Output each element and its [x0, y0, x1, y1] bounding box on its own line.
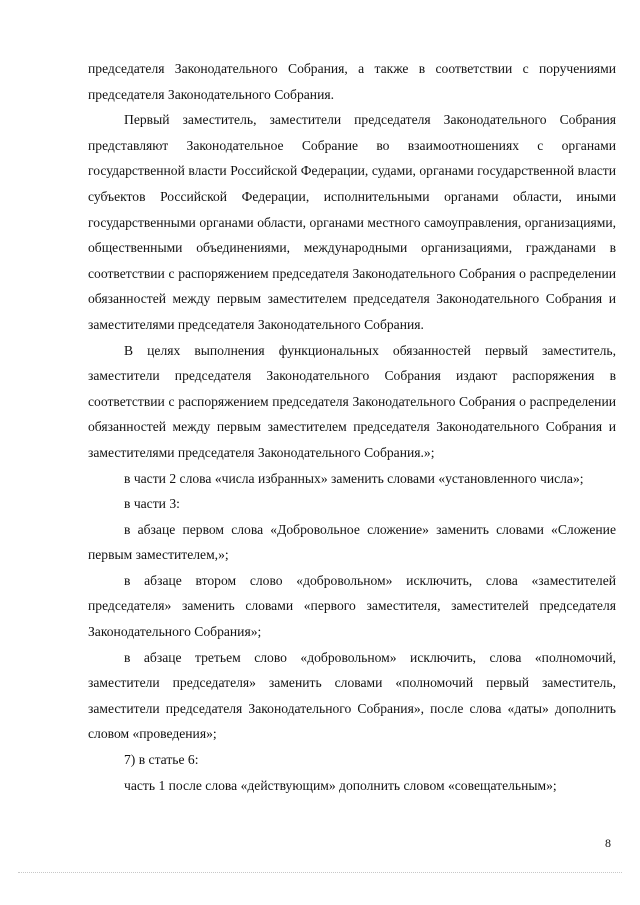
paragraph: в части 2 слова «числа избранных» заменить словами «установленного числа»;	[124, 470, 584, 486]
page-number: 8	[605, 836, 611, 850]
paragraph: в части 3:	[124, 496, 180, 512]
paragraph: в абзаце третьем слово «добровольном» исключить, слова «полномочий, заместители председателя» заменить словами «полномочий первый заместитель, заместители председателя Законодательного Собрания», после слова «даты» дополнить словом «проведения»;	[88, 649, 616, 742]
bottom-divider	[18, 872, 622, 873]
document-body	[88, 56, 616, 798]
paragraph: Первый заместитель, заместители председателя Законодательного Собрания представляют Законодательное Собрание во взаимоотношениях с органами государственной власти Российской Федерации, судами, органами государственной власти субъектов Российской Федерации, исполнительными органами области, иными государственными органами области, органами местного самоуправления, организациями, общественными объединениями, международными организациями, гражданами в соответствии с распоряжением председателя Законодательного Собрания о распределении обязанностей между первым заместителем председателя Законодательного Собрания и заместителями председателя Законодательного Собрания.	[88, 112, 616, 332]
paragraph: В целях выполнения функциональных обязанностей первый заместитель, заместители председателя Законодательного Собрания издают распоряжения в соответствии с распоряжением председателя Законодательного Собрания о распределении обязанностей между первым заместителем председателя Законодательного Собрания и заместителями председателя Законодательного Собрания.»;	[88, 342, 616, 460]
paragraph: председателя Законодательного Собрания, а также в соответствии с поручениями председателя Законодательного Собрания.	[88, 61, 616, 102]
paragraph: в абзаце первом слова «Добровольное сложение» заменить словами «Сложение первым заместителем,»;	[88, 521, 616, 563]
paragraph: часть 1 после слова «действующим» дополнить словом «совещательным»;	[124, 777, 557, 793]
paragraph: в абзаце втором слово «добровольном» исключить, слова «заместителей председателя» заменить словами «первого заместителя, заместителей председателя Законодательного Собрания»;	[88, 572, 616, 640]
paragraph: 7) в статье 6:	[124, 752, 199, 768]
